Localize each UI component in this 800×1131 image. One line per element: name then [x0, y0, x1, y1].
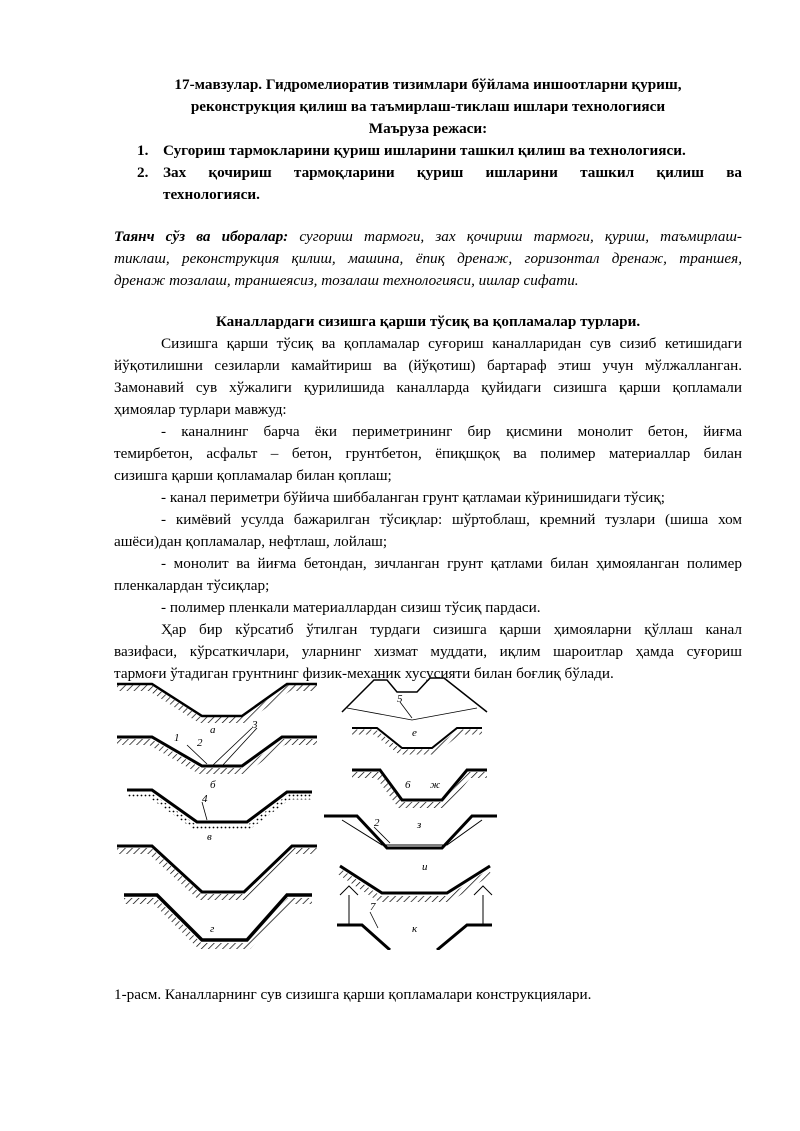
section-label-e: е: [412, 727, 417, 739]
figure-caption: 1-расм. Каналларнинг сув сизишга қарши қопламалари конструкциялари.: [114, 986, 592, 1003]
plan-item-text: Зах қочириш тармоқларини қуриш ишларини ташкил қилиш ва: [163, 164, 742, 181]
paragraph-line: Замонавий сув хўжалиги қурилишида каналларда қуйидаги сизишга қарши қопламали: [114, 379, 742, 396]
keywords-text: тиклаш, реконструкция қилиш, машина, ёпиқ дренаж, горизонтал дренаж, траншея,: [114, 250, 742, 267]
list-item-line: - полимер пленкали материаллардан сизиш тўсиқ пардаси.: [161, 599, 541, 616]
callout-number: 7: [370, 901, 376, 913]
keywords-text: дренаж тозалаш, траншеясиз, тозалаш технологияси, ишлар сифати.: [114, 272, 579, 289]
callout-number: 2: [197, 737, 203, 749]
paragraph-line: вазифаси, кўрсаткичлари, уларнинг хизмат муддати, иқлим шароитлар ҳамда суғориш: [114, 643, 742, 660]
paragraph-line: ҳимоялар турлари мавжуд:: [114, 401, 287, 418]
section-v: [127, 790, 312, 843]
keywords-text: сугориш тармоги, зах қочириш тармоги, қуриш, таъмирлаш-: [288, 228, 742, 245]
callout-number: 4: [202, 793, 208, 805]
callout-number: 2: [374, 817, 380, 829]
paragraph-line: Сизишга қарши тўсиқ ва қопламалар суғориш каналларидан сув сизиб кетишидаги: [161, 335, 742, 352]
canal-lining-figure: [112, 670, 512, 950]
plan-item-text-cont: технологияси.: [163, 186, 260, 203]
section-z: [324, 816, 497, 848]
plan-item-text: Сугориш тармокларини қуриш ишларини ташкил қилиш ва технологияси.: [163, 142, 686, 159]
section-g-upper: [117, 846, 317, 897]
section-g: [124, 895, 312, 946]
section-zh: [352, 770, 487, 805]
callout-number: 1: [174, 732, 180, 744]
section-i: [340, 861, 490, 899]
plan-item-number: 2.: [137, 164, 149, 181]
section-label-k: к: [412, 923, 418, 935]
section-title: Каналлардаги сизишга қарши тўсиқ ва қопламалар турлари.: [215, 313, 641, 330]
section-label-i: и: [422, 861, 428, 873]
keywords-label: Таянч сўз ва иборалар:: [114, 228, 289, 245]
callout-number: 6: [405, 779, 411, 791]
list-item-line: - каналнинг барча ёки периметрининг бир қисмини монолит бетон, йиғма: [161, 423, 742, 440]
callout-number: 3: [252, 719, 258, 731]
section-e: [342, 678, 487, 752]
section-label-a: а: [210, 724, 216, 736]
paragraph-line: йўқотилишни сезиларли камайтириш ва (йўқотиш) бартараф этиш учун мўлжалланган.: [114, 357, 742, 374]
plan-item-number: 1.: [137, 142, 149, 159]
lecture-plan-title: Маъруза режаси:: [368, 120, 488, 137]
section-label-zh: ж: [430, 779, 441, 791]
section-label-z: з: [417, 819, 422, 831]
callout-number: 5: [397, 693, 403, 705]
topic-title-line2: реконструкция қилиш ва таъмирлаш-тиклаш ишлари технологияси: [190, 98, 666, 115]
section-k: [337, 886, 492, 950]
section-b: [117, 719, 317, 791]
topic-title-line1: 17-мавзулар. Гидромелиоратив тизимлари бўйлама иншоотларни қуриш,: [174, 76, 682, 93]
list-item-line: темирбетон, асфальт – бетон, грунтбетон, ёпиқшқоқ ва полимер материаллар билан: [114, 445, 742, 462]
section-a: [117, 684, 317, 736]
list-item-line: сизишга қарши қопламалар билан қоплаш;: [114, 467, 392, 484]
list-item-line: ашёси)дан қопламалар, нефтлаш, лойлаш;: [114, 533, 388, 550]
list-item-line: - кимёвий усулда бажарилган тўсиқлар: шўртоблаш, кремний тузлари (шиша хом: [161, 511, 742, 528]
paragraph-line: тармоғи ўтадиган грунтнинг физик-механик хусусияти билан боғлиқ бўлади.: [114, 665, 614, 682]
section-label-v: в: [207, 831, 212, 843]
list-item-line: - монолит ва йиғма бетондан, зичланган грунт қатлами билан ҳимояланган полимер: [161, 555, 742, 572]
section-label-b: б: [210, 779, 216, 791]
section-label-g: г: [210, 923, 215, 935]
list-item-line: пленкалардан тўсиқлар;: [114, 577, 270, 594]
paragraph-line: Ҳар бир кўрсатиб ўтилган турдаги сизишга қарши ҳимояларни қўллаш канал: [161, 621, 742, 638]
list-item-line: - канал периметри бўйича шиббаланган грунт қатламаи кўринишидаги тўсиқ;: [161, 489, 665, 506]
